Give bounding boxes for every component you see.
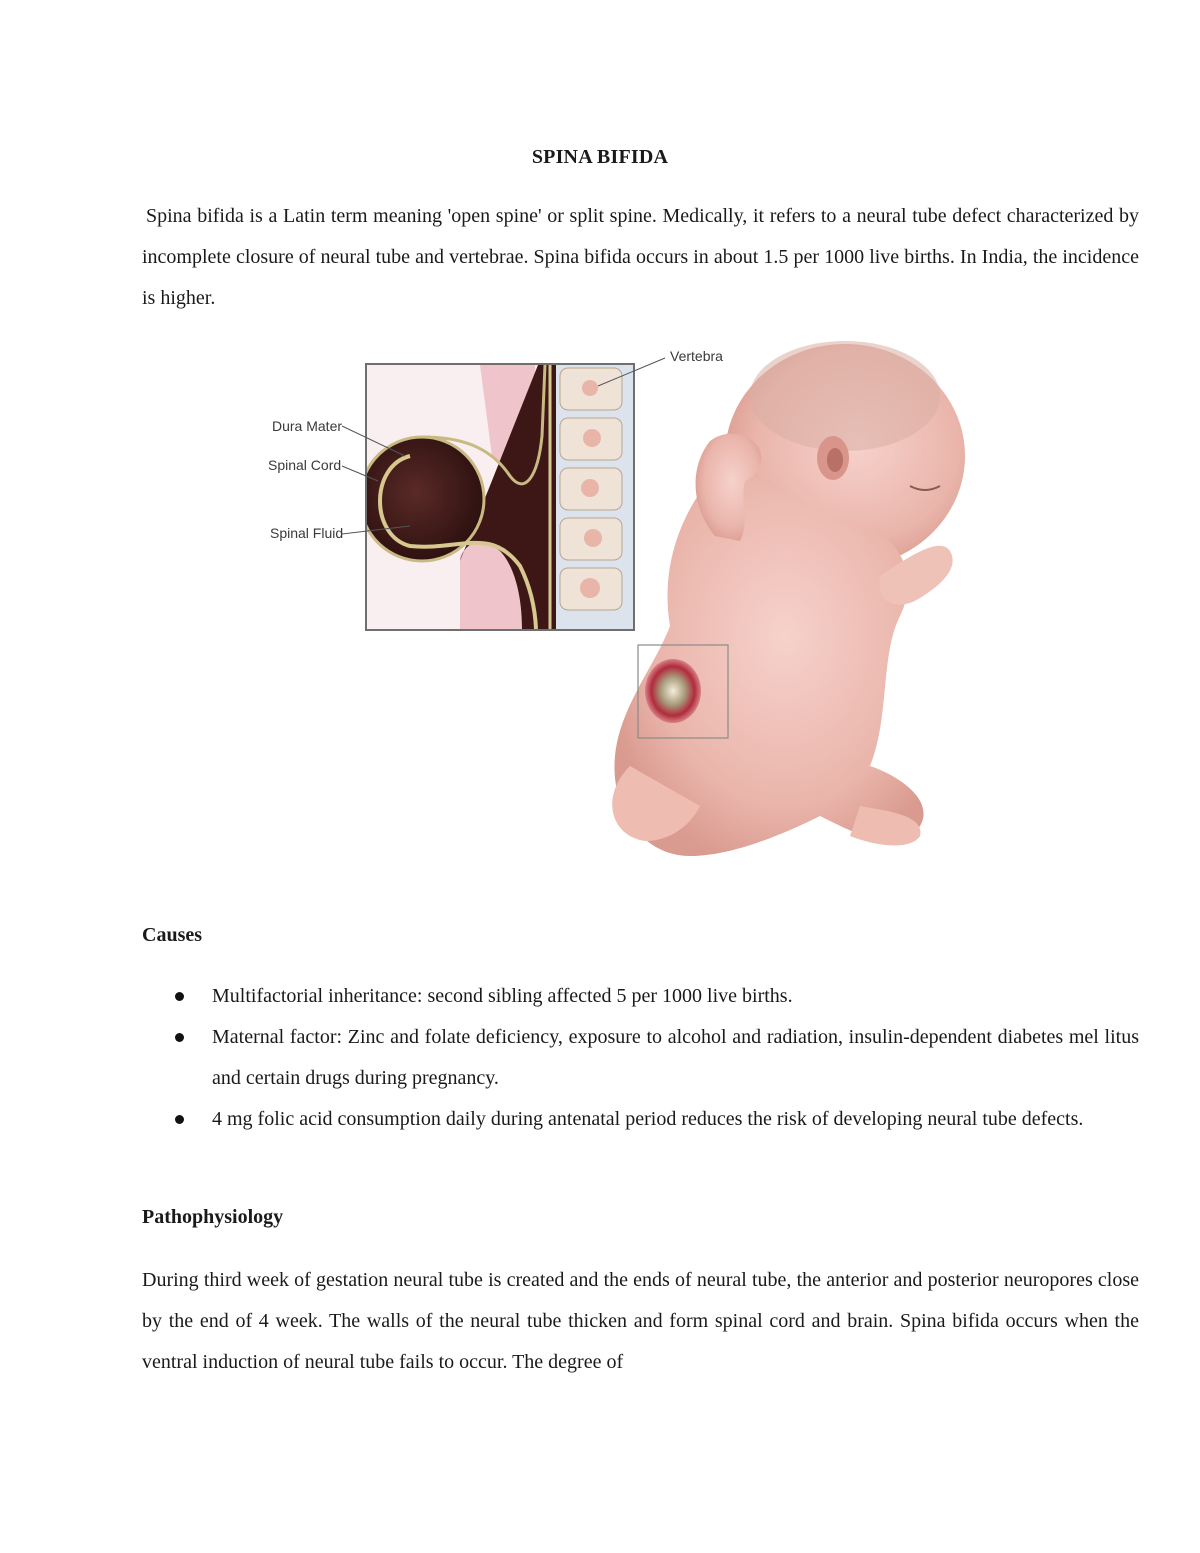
label-spinal-cord: Spinal Cord xyxy=(268,457,342,473)
cross-section-inset xyxy=(360,364,634,630)
intro-paragraph: Spina bifida is a Latin term meaning 'open spine' or split spine. Medically, it refers to a neural tube defect characterized by incomplete closure of neural tube and vertebrae. Spina bifida occurs in about 1.5 per 1000 live births. In India, the incidence is higher. xyxy=(142,205,1139,309)
list-item xyxy=(142,976,1139,1017)
bullet-icon xyxy=(175,1033,184,1042)
causes-heading: Causes xyxy=(142,924,203,946)
document-title: SPINA BIFIDA xyxy=(531,146,669,168)
spina-bifida-illustration xyxy=(260,336,1000,896)
list-item xyxy=(142,1017,1139,1099)
list-item-text: Maternal factor: Zinc and folate deficiency, exposure to alcohol and radiation, insulin-dependent diabetes mel litus and certain drugs during pregnancy. xyxy=(212,1026,1139,1089)
lesion-icon xyxy=(645,659,701,723)
list-item-text: Multifactorial inheritance: second sibling affected 5 per 1000 live births. xyxy=(212,985,793,1007)
bullet-icon xyxy=(175,992,184,1001)
causes-list xyxy=(142,976,1139,1140)
baby-figure xyxy=(612,341,965,856)
pathophysiology-paragraph: During third week of gestation neural tube is created and the ends of neural tube, the anterior and posterior neuropores close by the end of 4 week. The walls of the neural tube thicken and form spinal cord and brain. Spina bifida occurs when the ventral induction of neural tube fails to occur. The degree of xyxy=(142,1269,1139,1373)
list-item xyxy=(142,1099,1139,1140)
label-dura-mater: Dura Mater xyxy=(272,418,343,434)
bullet-icon xyxy=(175,1115,184,1124)
pathophysiology-heading: Pathophysiology xyxy=(142,1206,284,1228)
list-item-text: 4 mg folic acid consumption daily during antenatal period reduces the risk of developing neural tube defects. xyxy=(212,1108,1084,1130)
label-spinal-fluid: Spinal Fluid xyxy=(270,525,344,541)
label-vertebra: Vertebra xyxy=(670,348,723,364)
